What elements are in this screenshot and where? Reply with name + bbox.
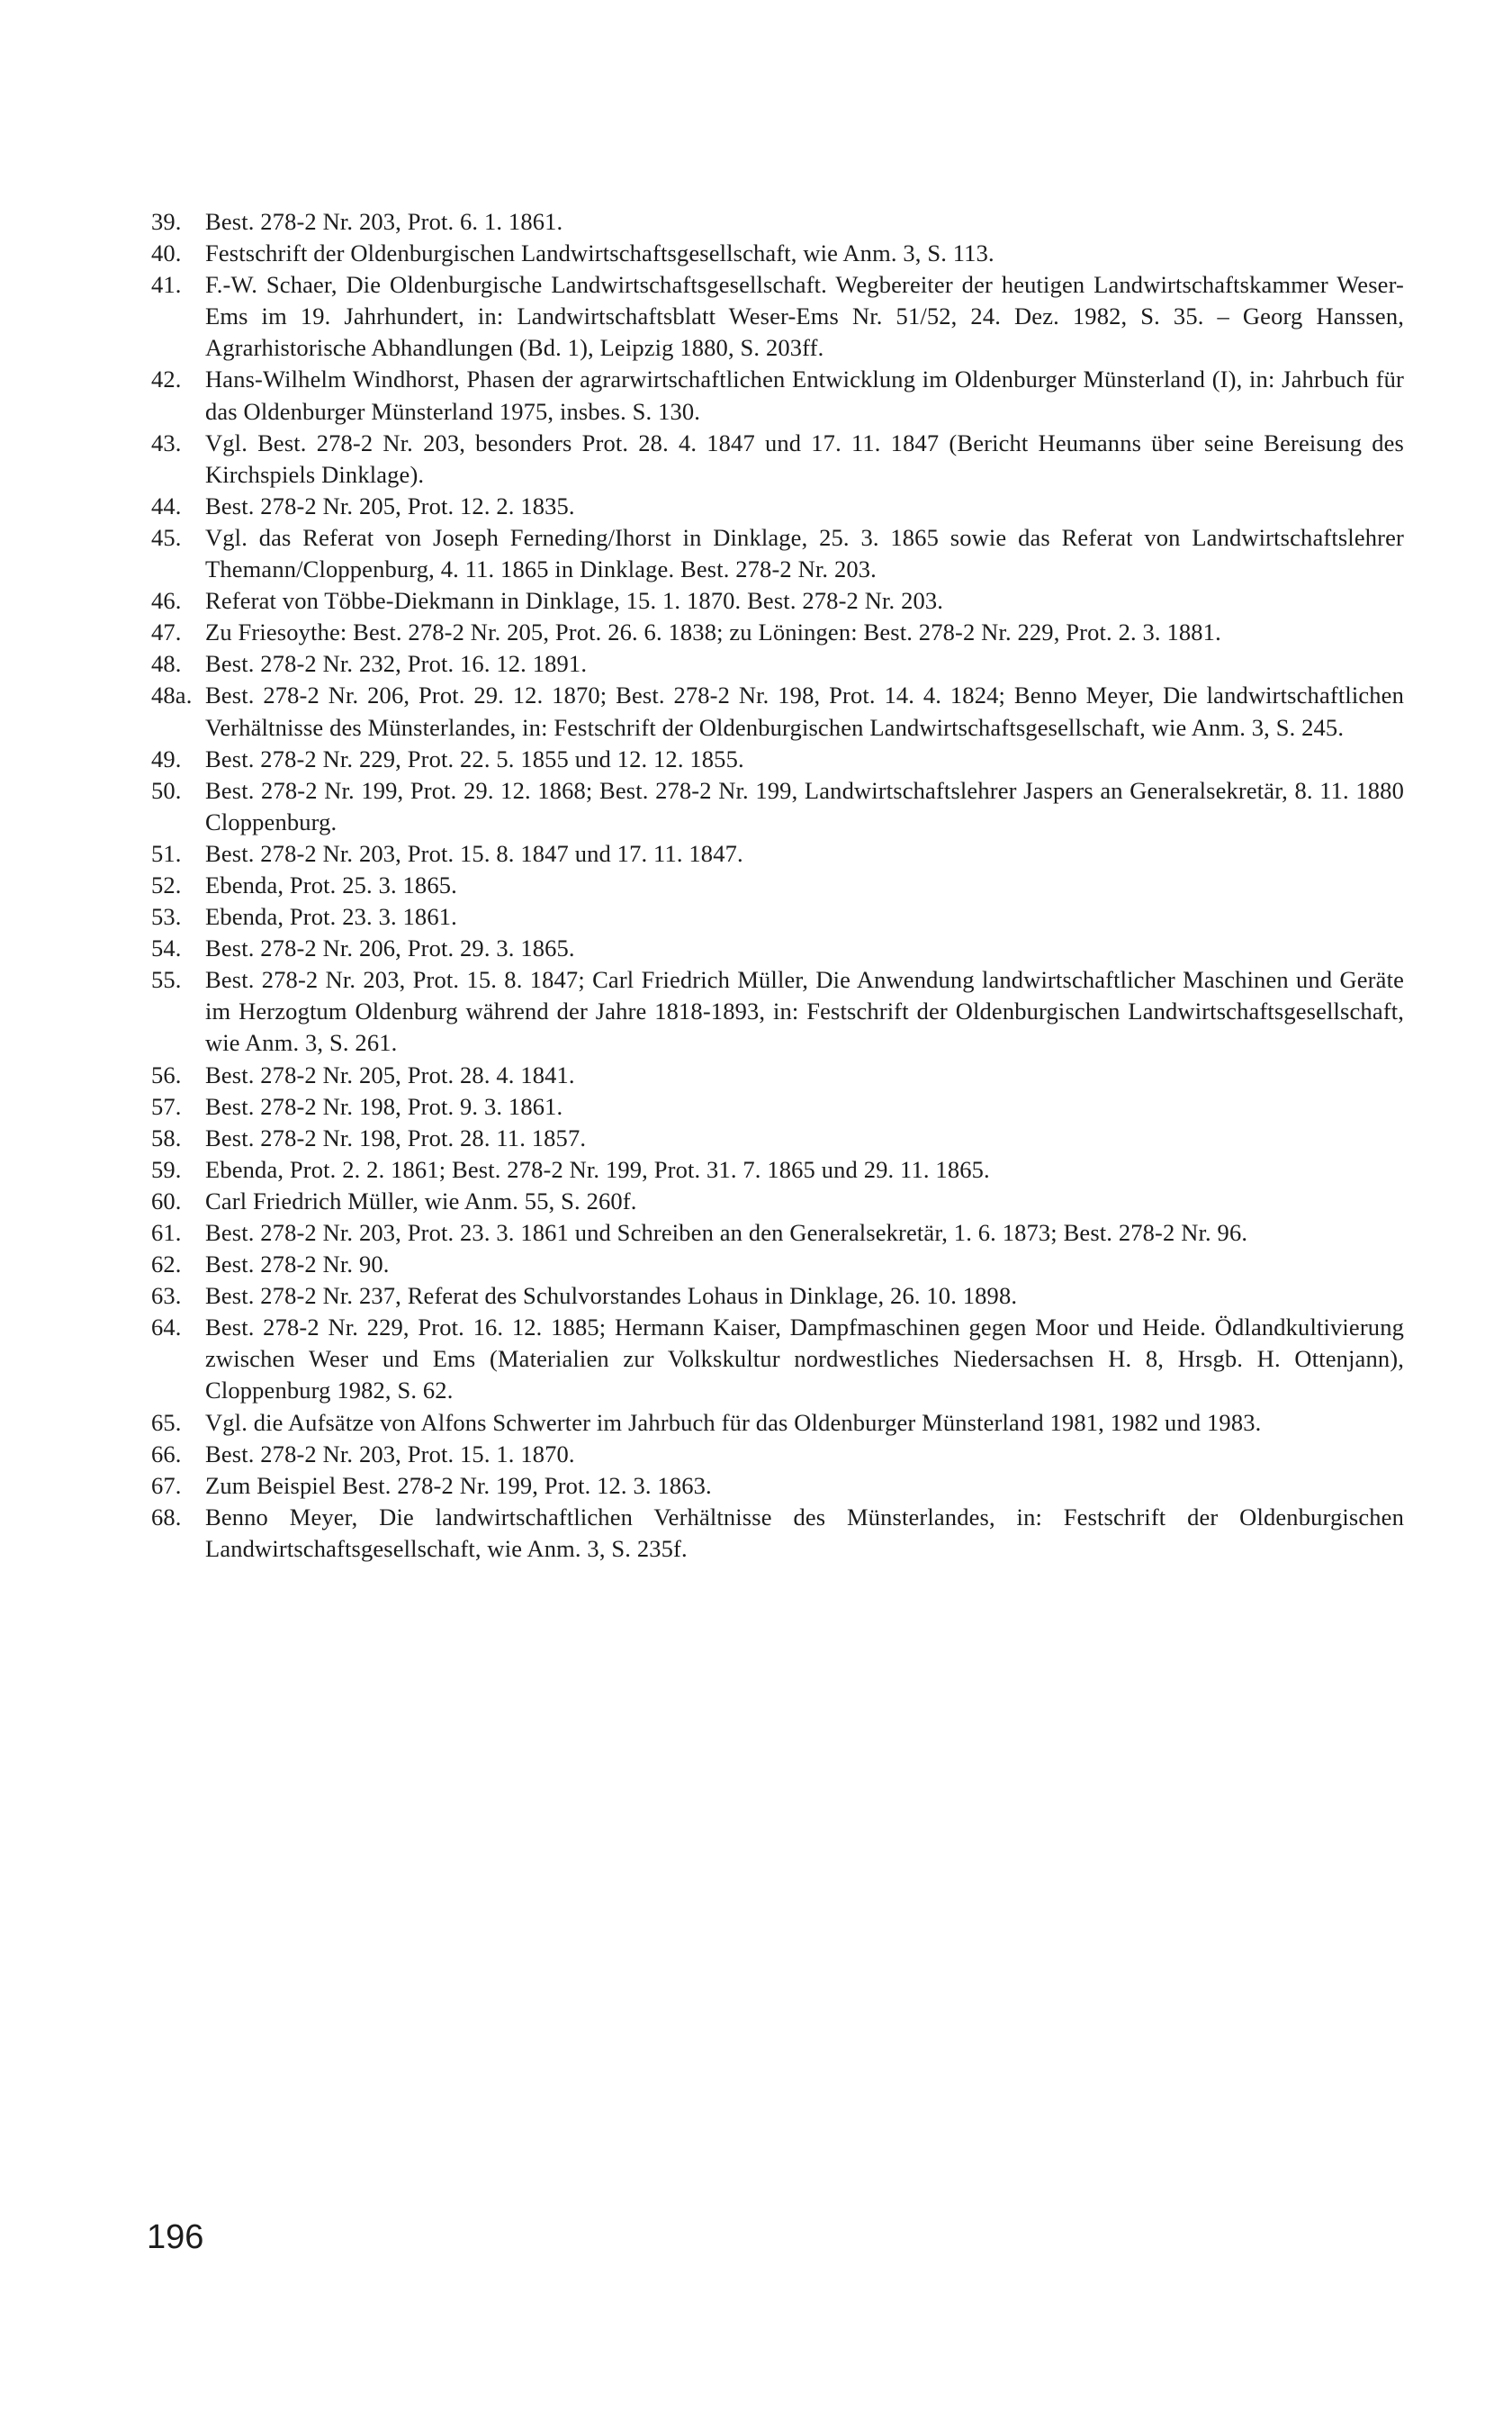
footnote-text: Best. 278-2 Nr. 229, Prot. 22. 5. 1855 und 12. 12. 1855. <box>205 745 744 772</box>
footnote-item <box>151 585 1404 617</box>
footnote-text: Best. 278-2 Nr. 90. <box>205 1251 390 1278</box>
footnote-text: Best. 278-2 Nr. 229, Prot. 16. 12. 1885; Hermann Kaiser, Dampfmaschinen gegen Moor und Heide. Ödlandkultivierung zwischen Weser und Ems (Materialien zur Volkskultur nordwestliches Niedersachsen H. 8, Hrsgb. H. Ottenjann), Cloppenburg 1982, S. 62. <box>205 1314 1404 1404</box>
footnote-number: 44. <box>151 492 182 519</box>
footnote-number: 52. <box>151 871 182 898</box>
footnote-item <box>151 1154 1404 1186</box>
footnote-number: 68. <box>151 1503 182 1531</box>
footnote-number: 41. <box>151 271 182 299</box>
footnote-text: Best. 278-2 Nr. 237, Referat des Schulvorstandes Lohaus in Dinklage, 26. 10. 1898. <box>205 1282 1018 1310</box>
footnote-text: Ebenda, Prot. 25. 3. 1865. <box>205 871 457 898</box>
footnote-item <box>151 1439 1404 1470</box>
footnote-item <box>151 680 1404 743</box>
footnote-text: Vgl. die Aufsätze von Alfons Schwerter im Jahrbuch für das Oldenburger Münsterland 1981, 1982 und 1983. <box>205 1408 1262 1436</box>
footnote-number: 42. <box>151 366 182 393</box>
footnote-item <box>151 1217 1404 1249</box>
footnote-number: 40. <box>151 239 182 267</box>
footnote-text: Ebenda, Prot. 23. 3. 1861. <box>205 903 457 931</box>
footnote-item <box>151 744 1404 775</box>
footnote-item <box>151 1502 1404 1565</box>
footnote-item <box>151 238 1404 269</box>
footnote-text: Zum Beispiel Best. 278-2 Nr. 199, Prot. 12. 3. 1863. <box>205 1471 712 1499</box>
footnote-number: 64. <box>151 1314 182 1341</box>
footnote-number: 62. <box>151 1251 182 1278</box>
footnote-item <box>151 1091 1404 1123</box>
footnote-number: 43. <box>151 429 182 456</box>
footnote-number: 45. <box>151 523 182 551</box>
footnote-number: 60. <box>151 1187 182 1215</box>
footnote-number: 39. <box>151 208 182 235</box>
footnote-item <box>151 617 1404 648</box>
footnote-number: 56. <box>151 1061 182 1088</box>
footnote-number: 54. <box>151 935 182 962</box>
footnote-text: Zu Friesoythe: Best. 278-2 Nr. 205, Prot. 26. 6. 1838; zu Löningen: Best. 278-2 Nr. 229, Prot. 2. 3. 1881. <box>205 619 1221 646</box>
footnote-item <box>151 1470 1404 1502</box>
footnote-text: Vgl. Best. 278-2 Nr. 203, besonders Prot. 28. 4. 1847 und 17. 11. 1847 (Bericht Heumanns über seine Bereisung des Kirchspiels Dinklage). <box>205 429 1404 488</box>
footnote-text: Best. 278-2 Nr. 232, Prot. 16. 12. 1891. <box>205 650 588 678</box>
footnote-item <box>151 522 1404 585</box>
footnote-number: 48. <box>151 650 182 678</box>
footnote-item <box>151 364 1404 427</box>
footnote-number: 47. <box>151 619 182 646</box>
footnote-text: Best. 278-2 Nr. 198, Prot. 28. 11. 1857. <box>205 1124 587 1151</box>
footnote-number: 46. <box>151 587 182 615</box>
footnote-number: 66. <box>151 1440 182 1467</box>
footnote-text: Best. 278-2 Nr. 205, Prot. 28. 4. 1841. <box>205 1061 575 1088</box>
footnote-number: 53. <box>151 903 182 931</box>
footnote-text: Best. 278-2 Nr. 199, Prot. 29. 12. 1868; Best. 278-2 Nr. 199, Landwirtschaftslehrer Jaspers an Generalsekretär, 8. 11. 1880 Cloppenburg. <box>205 776 1404 835</box>
footnote-number: 67. <box>151 1471 182 1499</box>
footnote-item <box>151 775 1404 838</box>
footnote-text: Best. 278-2 Nr. 205, Prot. 12. 2. 1835. <box>205 492 575 519</box>
footnote-number: 49. <box>151 745 182 772</box>
footnote-number: 50. <box>151 776 182 804</box>
footnote-number: 55. <box>151 966 182 994</box>
footnote-item <box>151 1123 1404 1154</box>
footnote-item <box>151 1249 1404 1280</box>
footnote-text: Best. 278-2 Nr. 206, Prot. 29. 3. 1865. <box>205 935 575 962</box>
footnote-text: Best. 278-2 Nr. 203, Prot. 23. 3. 1861 und Schreiben an den Generalsekretär, 1. 6. 1873; Best. 278-2 Nr. 96. <box>205 1219 1248 1246</box>
footnote-number: 58. <box>151 1124 182 1151</box>
footnote-item <box>151 1407 1404 1439</box>
footnote-item <box>151 269 1404 364</box>
footnote-text: Best. 278-2 Nr. 206, Prot. 29. 12. 1870; Best. 278-2 Nr. 198, Prot. 14. 4. 1824; Benno Meyer, Die landwirtschaftlichen Verhältnisse des Münsterlandes, in: Festschrift der Oldenburgischen Landwirtschaftsgesellschaft, wie Anm. 3, S. 245. <box>205 682 1404 741</box>
footnote-text: F.-W. Schaer, Die Oldenburgische Landwirtschaftsgesellschaft. Wegbereiter der heutigen Landwirtschaftskammer Weser-Ems im 19. Jahrhundert, in: Landwirtschaftsblatt Weser-Ems Nr. 51/52, 24. Dez. 1982, S. 35. – Georg Hanssen, Agrarhistorische Abhandlungen (Bd. 1), Leipzig 1880, S. 203ff. <box>205 271 1404 362</box>
endnotes-list <box>151 206 1404 1565</box>
footnote-item <box>151 428 1404 491</box>
footnote-item <box>151 838 1404 870</box>
footnote-text: Benno Meyer, Die landwirtschaftlichen Verhältnisse des Münsterlandes, in: Festschrift der Oldenburgischen Landwirtschaftsgesellschaft, wie Anm. 3, S. 235f. <box>205 1503 1404 1562</box>
footnote-number: 63. <box>151 1282 182 1310</box>
footnote-text: Ebenda, Prot. 2. 2. 1861; Best. 278-2 Nr. 199, Prot. 31. 7. 1865 und 29. 11. 1865. <box>205 1155 990 1183</box>
page-number: 196 <box>147 2218 204 2256</box>
footnote-text: Festschrift der Oldenburgischen Landwirtschaftsgesellschaft, wie Anm. 3, S. 113. <box>205 239 994 267</box>
footnote-number: 59. <box>151 1155 182 1183</box>
footnote-text: Carl Friedrich Müller, wie Anm. 55, S. 260f. <box>205 1187 637 1215</box>
footnote-item <box>151 964 1404 1059</box>
footnote-text: Hans-Wilhelm Windhorst, Phasen der agrarwirtschaftlichen Entwicklung im Oldenburger Münsterland (I), in: Jahrbuch für das Oldenburger Münsterland 1975, insbes. S. 130. <box>205 366 1404 425</box>
footnote-text: Best. 278-2 Nr. 203, Prot. 15. 1. 1870. <box>205 1440 575 1467</box>
footnote-item <box>151 870 1404 901</box>
footnote-text: Vgl. das Referat von Joseph Ferneding/Ihorst in Dinklage, 25. 3. 1865 sowie das Referat von Landwirtschaftslehrer Themann/Cloppenburg, 4. 11. 1865 in Dinklage. Best. 278-2 Nr. 203. <box>205 523 1404 583</box>
footnote-item <box>151 1186 1404 1217</box>
footnote-text: Best. 278-2 Nr. 198, Prot. 9. 3. 1861. <box>205 1092 563 1120</box>
footnote-item <box>151 901 1404 933</box>
footnote-item <box>151 933 1404 964</box>
footnote-text: Referat von Többe-Diekmann in Dinklage, 15. 1. 1870. Best. 278-2 Nr. 203. <box>205 587 944 615</box>
footnote-item <box>151 1280 1404 1312</box>
footnote-number: 65. <box>151 1408 182 1436</box>
footnote-text: Best. 278-2 Nr. 203, Prot. 15. 8. 1847 und 17. 11. 1847. <box>205 839 743 867</box>
footnote-text: Best. 278-2 Nr. 203, Prot. 6. 1. 1861. <box>205 208 563 235</box>
footnote-item <box>151 1060 1404 1091</box>
footnote-item <box>151 1312 1404 1406</box>
footnote-number: 61. <box>151 1219 182 1246</box>
footnote-item <box>151 206 1404 238</box>
footnote-number: 51. <box>151 839 182 867</box>
footnote-text: Best. 278-2 Nr. 203, Prot. 15. 8. 1847; Carl Friedrich Müller, Die Anwendung landwirtschaftlicher Maschinen und Geräte im Herzogtum Oldenburg während der Jahre 1818-1893, in: Festschrift der Oldenburgischen Landwirtschaftsgesellschaft, wie Anm. 3, S. 261. <box>205 966 1404 1057</box>
footnote-item <box>151 648 1404 680</box>
footnote-item <box>151 491 1404 522</box>
footnote-number: 57. <box>151 1092 182 1120</box>
footnote-number: 48a. <box>151 682 193 709</box>
